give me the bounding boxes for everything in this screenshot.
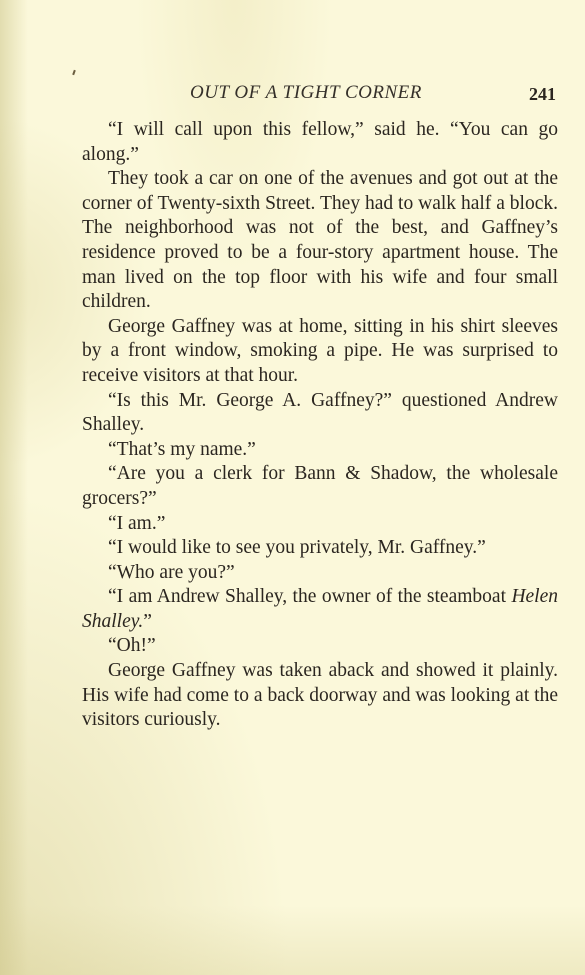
paragraph: “Who are you?” bbox=[108, 561, 235, 583]
paragraph: “I am.” bbox=[108, 512, 166, 534]
page-bottom-shadow bbox=[0, 905, 585, 975]
paragraph: “I will call upon this fellow,” said he. “You can go along.” bbox=[82, 119, 558, 165]
paragraph: “Is this Mr. George A. Gaffney?” questioned Andrew Shalley. bbox=[82, 389, 558, 436]
paragraph-text: ” bbox=[143, 610, 152, 632]
paragraph: George Gaffney was at home, sitting in his shirt sleeves by a front window, smoking a pipe. He was surprised to receive visitors at that hour. bbox=[82, 315, 558, 386]
running-title: OUT OF A TIGHT CORNER bbox=[190, 82, 422, 103]
page-gutter-shadow bbox=[0, 0, 28, 975]
paragraph-steamboat bbox=[82, 585, 558, 634]
body-text bbox=[82, 118, 558, 733]
paragraph-text: “I am Andrew Shalley, the owner of the steamboat bbox=[108, 586, 512, 608]
running-header bbox=[80, 82, 560, 108]
paragraph: “Are you a clerk for Bann & Shadow, the wholesale grocers?” bbox=[82, 463, 558, 509]
paragraph: “I would like to see you privately, Mr. Gaffney.” bbox=[108, 537, 486, 559]
boat-name-italic: Helen Shalley. bbox=[82, 586, 558, 632]
page-number: 241 bbox=[529, 84, 556, 104]
paragraph: “Oh!” bbox=[108, 635, 156, 657]
ink-speck bbox=[72, 70, 76, 75]
paragraph: They took a car on one of the avenues and got out at the corner of Twenty-sixth Street. They had to walk half a block. The neighborhood was not of the best, and Gaffney’s residence proved to be a four-story apartment house. The man lived on the top floor with his wife and four small children. bbox=[82, 168, 558, 313]
paragraph: “That’s my name.” bbox=[108, 438, 256, 460]
paragraph: George Gaffney was taken aback and showed it plainly. His wife had come to a back doorway and was looking at the visitors curiously. bbox=[82, 660, 558, 731]
